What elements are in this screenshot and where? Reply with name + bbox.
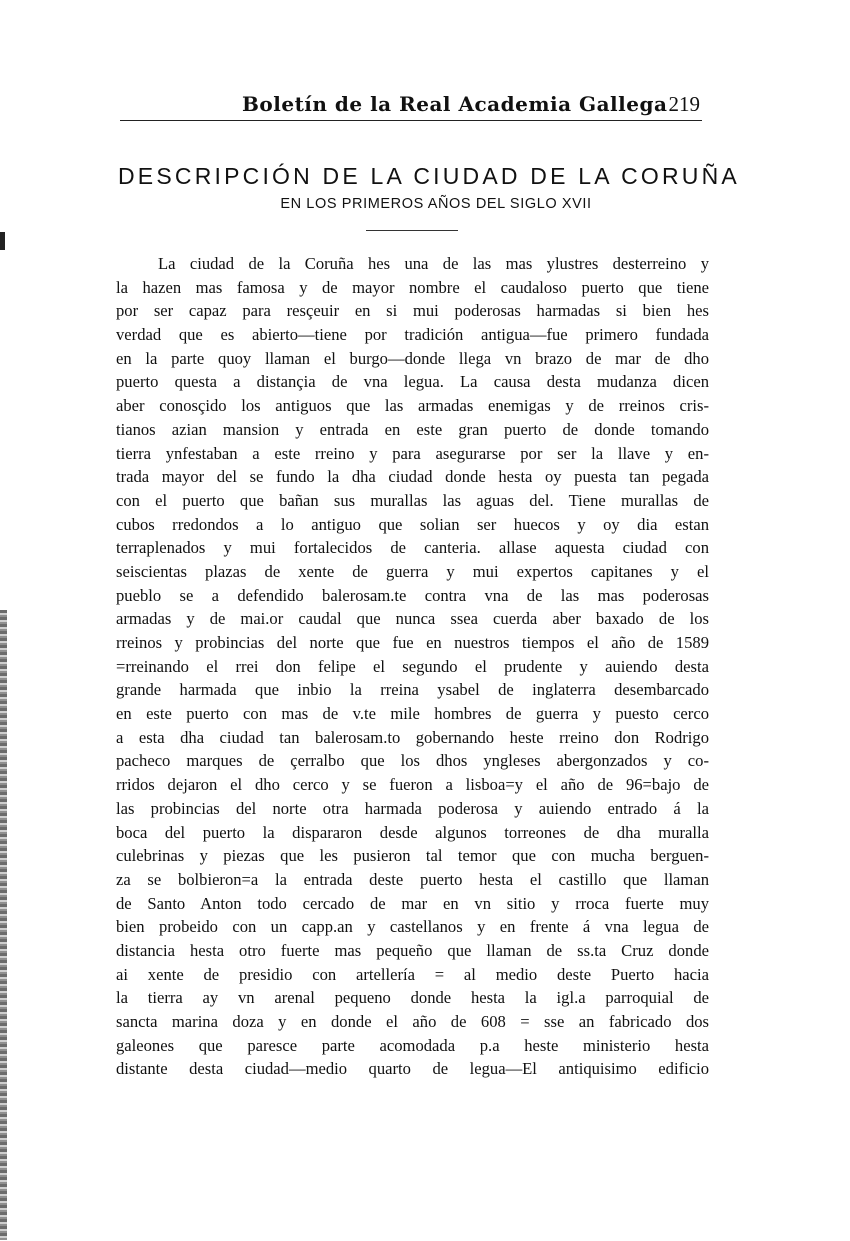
text-line: rreinos y probincias del norte que fue en nuestros tiempos el año de 1589 xyxy=(116,633,709,652)
scanned-page-edge xyxy=(0,610,7,1240)
text-line: aber conosçido los antiguos que las armadas enemigas y de rreinos cris- xyxy=(116,396,709,416)
text-line: ai xente de presidio con artellería = al medio deste Puerto hacia xyxy=(116,964,709,984)
text-line: de Santo Anton todo cercado de mar en vn sitio y rroca fuerte muy xyxy=(116,893,709,913)
text-line: la hazen mas famosa y de mayor nombre el caudaloso puerto que tiene xyxy=(116,277,709,297)
text-line: distancia hesta otro fuerte mas pequeño que llaman de ss.ta Cruz donde xyxy=(116,940,709,960)
text-line: por ser capaz para resçeuir en si mui poderosas harmadas si bien hes xyxy=(116,301,709,321)
journal-title: Boletín de la Real Academia Gallega xyxy=(242,92,668,116)
text-line: La ciudad de la Coruña hes una de las mas ylustres desterreino y xyxy=(158,254,709,273)
text-line: distante desta ciudad—medio quarto de legua—El antiquisimo edificio xyxy=(116,1059,709,1079)
text-line: seiscientas plazas de xente de guerra y mui expertos capitanes y el xyxy=(116,561,709,581)
text-line: pueblo se a defendido balerosam.te contra vna de las mas poderosas xyxy=(116,585,709,605)
text-line: armadas y de mai.or caudal que nunca ssea cuerda aber baxado de los xyxy=(116,609,709,629)
text-line: galeones que paresce parte acomodada p.a heste ministerio hesta xyxy=(116,1035,709,1055)
text-line: terraplenados y mui fortalecidos de canteria. allase aquesta ciudad con xyxy=(116,538,709,558)
body-text xyxy=(116,252,709,1081)
text-line: tierra ynfestaban a este rreino y para asegurarse por ser la llave y en- xyxy=(116,443,709,463)
text-line: boca del puerto la dispararon desde algunos torreones de dha muralla xyxy=(116,822,709,842)
page-number: 219 xyxy=(668,92,700,116)
text-line: en este puerto con mas de v.te mile hombres de guerra y puesto cerco xyxy=(116,704,709,724)
text-line: verdad que es abierto—tiene por tradición antigua—fue primero fundada xyxy=(116,325,709,345)
article-subtitle: EN LOS PRIMEROS AÑOS DEL SIGLO XVII xyxy=(280,196,592,212)
running-header xyxy=(120,90,702,121)
scan-margin-mark xyxy=(0,232,5,250)
text-line: pacheco marques de çerralbo que los dhos yngleses abergonzados y co- xyxy=(116,751,709,771)
text-line: rridos dejaron el dho cerco y se fueron a lisboa=y el año de 96=bajo de xyxy=(116,775,709,795)
text-line: en la parte quoy llaman el burgo—donde llega vn brazo de mar de dho xyxy=(116,348,709,368)
text-line: za se bolbieron=a la entrada deste puerto hesta el castillo que llaman xyxy=(116,869,709,889)
text-line: sancta marina doza y en donde el año de 608 = sse an fabricado dos xyxy=(116,1012,709,1031)
article-title: DESCRIPCIÓN DE LA CIUDAD DE LA CORUÑA xyxy=(118,163,740,189)
text-line: bien probeido con un capp.an y castellanos y en frente á vna legua de xyxy=(116,917,709,937)
text-line: las probincias del norte otra harmada poderosa y auiendo entrado á la xyxy=(116,798,709,818)
text-line: a esta dha ciudad tan balerosam.to gobernando heste rreino don Rodrigo xyxy=(116,727,709,747)
text-line: la tierra ay vn arenal pequeno donde hesta la igl.a parroquial de xyxy=(116,988,709,1008)
text-line: =rreinando el rrei don felipe el segundo el prudente y auiendo desta xyxy=(116,656,709,676)
text-line: trada mayor del se fundo la dha ciudad donde hesta oy puesta tan pegada xyxy=(116,467,709,487)
text-line: puerto questa a distançia de vna legua. La causa desta mudanza dicen xyxy=(116,372,709,392)
text-line: culebrinas y piezas que les pusieron tal temor que con mucha berguen- xyxy=(116,846,709,866)
title-divider xyxy=(366,230,458,231)
text-line: con el puerto que bañan sus murallas las aguas del. Tiene murallas de xyxy=(116,490,709,510)
text-line: cubos rredondos a lo antiguo que solian ser huecos y oy dia estan xyxy=(116,514,709,534)
text-line: grande harmada que inbio la rreina ysabel de inglaterra desembarcado xyxy=(116,680,709,700)
text-line: tianos azian mansion y entrada en este gran puerto de donde tomando xyxy=(116,419,709,439)
